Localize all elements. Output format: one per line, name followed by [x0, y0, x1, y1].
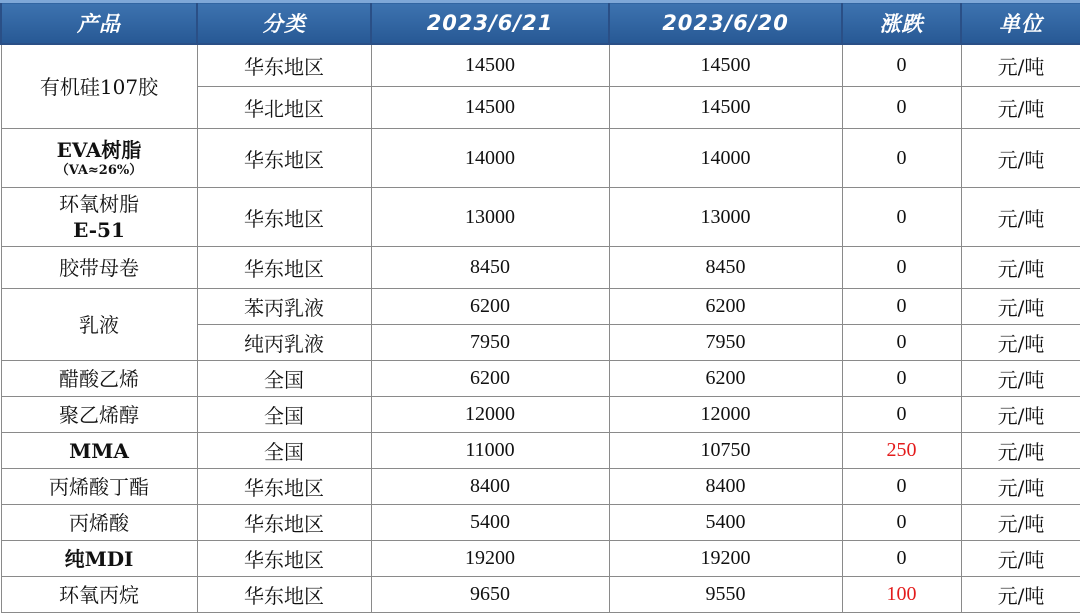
product-name — [1, 129, 197, 188]
price-current: 14000 — [371, 129, 609, 188]
price-current: 11000 — [371, 433, 609, 469]
product-name: 有机硅107胶 — [1, 44, 197, 129]
unit-cell: 元/吨 — [961, 247, 1080, 289]
header-unit: 单位 — [961, 2, 1080, 45]
price-change: 0 — [842, 505, 961, 541]
product-name-main: EVA树脂 — [56, 138, 142, 162]
region-cell: 全国 — [197, 397, 371, 433]
price-previous: 10750 — [609, 433, 842, 469]
unit-cell: 元/吨 — [961, 87, 1080, 129]
table-row — [1, 289, 1080, 325]
price-current: 14500 — [371, 87, 609, 129]
unit-cell: 元/吨 — [961, 325, 1080, 361]
price-change: 0 — [842, 397, 961, 433]
region-cell: 华东地区 — [197, 541, 371, 577]
price-current: 9650 — [371, 577, 609, 613]
table-row — [1, 44, 1080, 87]
table-row — [1, 541, 1080, 577]
price-change: 0 — [842, 289, 961, 325]
product-name-line1: 环氧树脂 — [59, 192, 139, 216]
price-previous: 19200 — [609, 541, 842, 577]
region-cell: 全国 — [197, 361, 371, 397]
price-previous: 12000 — [609, 397, 842, 433]
unit-cell: 元/吨 — [961, 541, 1080, 577]
price-current: 12000 — [371, 397, 609, 433]
unit-cell: 元/吨 — [961, 397, 1080, 433]
region-cell: 苯丙乳液 — [197, 289, 371, 325]
region-cell: 华东地区 — [197, 44, 371, 87]
price-change: 0 — [842, 325, 961, 361]
price-previous: 8400 — [609, 469, 842, 505]
product-name-note: （VA≈26%） — [55, 163, 143, 178]
region-cell: 华北地区 — [197, 87, 371, 129]
region-cell: 华东地区 — [197, 188, 371, 247]
price-current: 6200 — [371, 289, 609, 325]
product-name-line2: E-51 — [73, 218, 125, 242]
price-change: 0 — [842, 247, 961, 289]
price-current: 8450 — [371, 247, 609, 289]
header-row — [1, 2, 1080, 45]
table-row — [1, 397, 1080, 433]
region-cell: 华东地区 — [197, 469, 371, 505]
price-change-up: 250 — [842, 433, 961, 469]
price-previous: 13000 — [609, 188, 842, 247]
price-current: 7950 — [371, 325, 609, 361]
table-row — [1, 247, 1080, 289]
price-previous: 6200 — [609, 289, 842, 325]
price-current: 5400 — [371, 505, 609, 541]
product-name — [1, 433, 197, 469]
unit-cell: 元/吨 — [961, 505, 1080, 541]
price-change: 0 — [842, 361, 961, 397]
header-date-current: 2023/6/21 — [371, 2, 609, 45]
price-previous: 6200 — [609, 361, 842, 397]
table-row — [1, 361, 1080, 397]
product-name: 乳液 — [1, 289, 197, 361]
table-row — [1, 188, 1080, 247]
price-change: 0 — [842, 87, 961, 129]
region-cell: 华东地区 — [197, 129, 371, 188]
table-row — [1, 577, 1080, 613]
product-name — [1, 541, 197, 577]
price-previous: 14500 — [609, 44, 842, 87]
price-previous: 14000 — [609, 129, 842, 188]
unit-cell: 元/吨 — [961, 129, 1080, 188]
header-date-previous: 2023/6/20 — [609, 2, 842, 45]
unit-cell: 元/吨 — [961, 433, 1080, 469]
product-name: 醋酸乙烯 — [1, 361, 197, 397]
price-change: 0 — [842, 541, 961, 577]
region-cell: 华东地区 — [197, 247, 371, 289]
region-cell: 全国 — [197, 433, 371, 469]
price-change: 0 — [842, 44, 961, 87]
price-previous: 14500 — [609, 87, 842, 129]
price-previous: 8450 — [609, 247, 842, 289]
product-name-bold: MMA — [69, 438, 129, 463]
region-cell: 纯丙乳液 — [197, 325, 371, 361]
unit-cell: 元/吨 — [961, 469, 1080, 505]
price-current: 14500 — [371, 44, 609, 87]
header-category: 分类 — [197, 2, 371, 45]
region-cell: 华东地区 — [197, 505, 371, 541]
product-name-bold: 纯MDI — [64, 546, 134, 571]
price-previous: 9550 — [609, 577, 842, 613]
table-row — [1, 469, 1080, 505]
price-current: 19200 — [371, 541, 609, 577]
table-row — [1, 505, 1080, 541]
price-previous: 5400 — [609, 505, 842, 541]
product-name — [1, 188, 197, 247]
unit-cell: 元/吨 — [961, 188, 1080, 247]
price-current: 6200 — [371, 361, 609, 397]
product-name: 环氧丙烷 — [1, 577, 197, 613]
table-row — [1, 433, 1080, 469]
product-name: 丙烯酸 — [1, 505, 197, 541]
unit-cell: 元/吨 — [961, 44, 1080, 87]
price-change: 0 — [842, 129, 961, 188]
header-change: 涨跌 — [842, 2, 961, 45]
price-previous: 7950 — [609, 325, 842, 361]
price-change-up: 100 — [842, 577, 961, 613]
product-name: 胶带母卷 — [1, 247, 197, 289]
header-product: 产品 — [1, 2, 197, 45]
unit-cell: 元/吨 — [961, 361, 1080, 397]
price-change: 0 — [842, 469, 961, 505]
region-cell: 华东地区 — [197, 577, 371, 613]
unit-cell: 元/吨 — [961, 289, 1080, 325]
price-change: 0 — [842, 188, 961, 247]
product-name: 聚乙烯醇 — [1, 397, 197, 433]
product-name: 丙烯酸丁酯 — [1, 469, 197, 505]
price-current: 13000 — [371, 188, 609, 247]
price-current: 8400 — [371, 469, 609, 505]
table-row — [1, 129, 1080, 188]
unit-cell: 元/吨 — [961, 577, 1080, 613]
